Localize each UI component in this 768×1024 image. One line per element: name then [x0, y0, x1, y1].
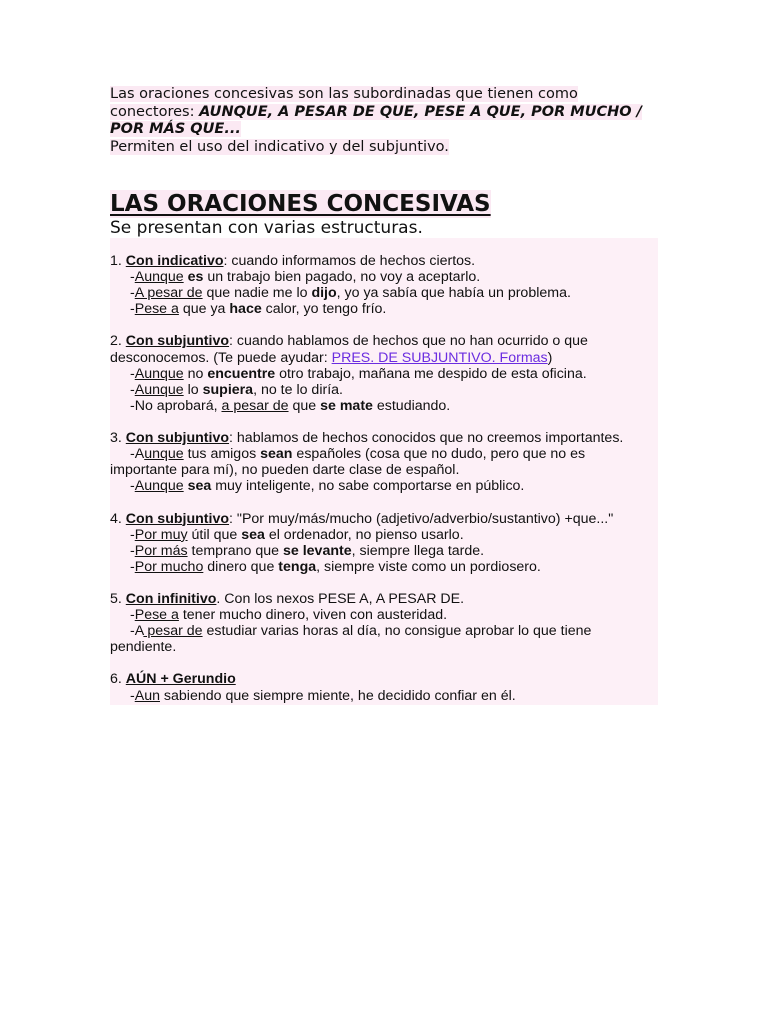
- section-title: Con indicativo: [125, 253, 224, 269]
- example-connector: Por más: [134, 542, 188, 559]
- example-dash: -: [130, 607, 135, 624]
- intro-text: [110, 86, 642, 137]
- example-text: estudiar varias horas al día, no consigue aprobar lo que tiene: [202, 623, 592, 640]
- example-text: , no te lo diría.: [253, 381, 343, 398]
- example-connector: Aunque: [134, 381, 184, 398]
- intro-connectors: AUNQUE, A PESAR DE QUE, PESE A QUE, POR MUCHO / POR MÁS QUE...: [110, 103, 642, 137]
- example-line: [110, 559, 658, 575]
- example-connector: Por mucho: [134, 558, 204, 575]
- example-text: otro trabajo, mañana me despido de esta oficina.: [275, 365, 587, 382]
- example-text: que: [288, 397, 321, 414]
- section-description: ): [547, 349, 553, 366]
- example-text: el ordenador, no pienso usarlo.: [264, 526, 464, 543]
- section-heading: [110, 430, 658, 446]
- example-text: útil que: [187, 526, 242, 543]
- example-text: muy inteligente, no sabe comportarse en público.: [211, 478, 525, 495]
- section-title: Con subjuntivo: [125, 510, 230, 527]
- section-number: 1.: [110, 253, 126, 269]
- section-title: Con subjuntivo: [125, 430, 230, 447]
- intro-prefix: Las oraciones concesivas son las subordinadas que tienen como conectores:: [110, 86, 578, 120]
- example-line: [110, 607, 658, 623]
- section-heading: [110, 591, 658, 607]
- section-description: : cuando hablamos de hechos que no han ocurrido o que: [229, 333, 588, 350]
- example-line: [110, 543, 658, 559]
- example-connector: a pesar de: [221, 397, 289, 414]
- example-text: sabiendo que siempre miente, he decidido confiar en él.: [159, 687, 516, 704]
- example-line: [110, 285, 658, 301]
- section-subjuntivo-por-muy: [110, 511, 658, 575]
- example-line: [110, 446, 658, 462]
- section-heading: [110, 333, 658, 349]
- intro-paragraph: [110, 86, 658, 156]
- example-line: [110, 382, 658, 398]
- example-verb: sean: [260, 446, 293, 463]
- example-text: temprano que: [187, 542, 283, 559]
- section-number: 3.: [110, 430, 126, 447]
- example-dash: -A: [130, 623, 144, 640]
- example-verb: hace: [229, 301, 262, 318]
- section-infinitivo: [110, 591, 658, 655]
- section-title: Con infinitivo: [125, 590, 217, 607]
- intro-usage-note: Permiten el uso del indicativo y del subjuntivo.: [110, 138, 449, 155]
- example-text: , siempre llega tarde.: [351, 542, 485, 559]
- example-line: [110, 688, 658, 704]
- example-continuation: pendiente.: [110, 639, 177, 656]
- example-text: dinero que: [203, 558, 279, 575]
- section-subjuntivo-conocidos: [110, 430, 658, 494]
- example-text: españoles (cosa que no dudo, pero que no es: [292, 446, 586, 463]
- example-text: que nadie me lo: [202, 285, 312, 302]
- example-line: [110, 623, 658, 639]
- example-dash: -: [130, 687, 135, 704]
- example-line: [110, 366, 658, 382]
- example-verb: sea: [187, 478, 212, 495]
- example-line: [110, 269, 658, 285]
- example-text: , siempre viste como un pordiosero.: [316, 558, 541, 575]
- example-line: [110, 398, 658, 414]
- example-dash: -: [130, 526, 135, 543]
- example-verb: supiera: [202, 381, 254, 398]
- section-description: : cuando informamos de hechos ciertos.: [223, 253, 476, 269]
- example-text: que ya: [178, 301, 230, 318]
- example-verb: es: [187, 269, 204, 286]
- example-dash: -No aprobará,: [130, 397, 222, 414]
- example-line: [110, 527, 658, 543]
- section-number: 6.: [110, 671, 126, 688]
- section-aun-gerundio: [110, 671, 658, 703]
- example-line: [110, 301, 658, 317]
- example-text: lo: [183, 381, 203, 398]
- section-number: 4.: [110, 510, 126, 527]
- example-connector: Aunque: [134, 365, 184, 382]
- section-number: 2.: [110, 333, 126, 350]
- page-subtitle: Se presentan con varias estructuras.: [110, 218, 423, 238]
- example-verb: dijo: [311, 285, 337, 302]
- example-text: no: [183, 365, 208, 382]
- example-text: un trabajo bien pagado, no voy a aceptarlo.: [203, 269, 481, 286]
- example-text: tus amigos: [183, 446, 261, 463]
- example-dash: -: [130, 365, 135, 382]
- example-connector: Pese a: [134, 301, 179, 318]
- example-dash: -: [130, 381, 135, 398]
- example-verb: sea: [241, 526, 265, 543]
- example-dash: -: [130, 478, 135, 495]
- example-text: calor, yo tengo frío.: [261, 301, 387, 318]
- structures-list: [110, 253, 658, 704]
- example-dash: -: [130, 542, 135, 559]
- section-heading: [110, 253, 658, 269]
- example-line: [110, 478, 658, 494]
- example-dash: -: [130, 301, 135, 318]
- section-description: : hablamos de hechos conocidos que no creemos importantes.: [229, 430, 624, 447]
- section-indicativo: [110, 253, 658, 317]
- example-connector: Aunque: [134, 478, 184, 495]
- example-verb: se levante: [283, 542, 352, 559]
- section-title: Con subjuntivo: [125, 333, 230, 350]
- section-heading: [110, 671, 658, 687]
- example-connector: unque: [144, 446, 184, 463]
- section-description: : "Por muy/más/mucho (adjetivo/adverbio/sustantivo) +que...": [229, 510, 614, 527]
- example-connector: Aunque: [134, 269, 184, 286]
- page-title: LAS ORACIONES CONCESIVAS: [110, 191, 491, 217]
- example-verb: se mate: [320, 397, 373, 414]
- subjuntivo-forms-link[interactable]: PRES. DE SUBJUNTIVO. Formas: [331, 349, 548, 366]
- section-description-cont: [110, 350, 658, 366]
- section-number: 5.: [110, 590, 126, 607]
- section-subjuntivo-hipotetico: [110, 333, 658, 413]
- example-text: estudiando.: [372, 397, 451, 414]
- section-title: AÚN + Gerundio: [125, 671, 236, 688]
- example-dash: -: [130, 269, 135, 286]
- example-connector: Aun: [134, 687, 160, 704]
- example-continuation: importante para mí), no pueden darte clase de español.: [110, 462, 460, 479]
- example-connector: Por muy: [134, 526, 188, 543]
- example-dash: -: [130, 285, 135, 302]
- example-verb: tenga: [278, 558, 317, 575]
- example-verb: encuentre: [207, 365, 276, 382]
- example-connector: A pesar de: [134, 285, 203, 302]
- example-connector: Pese a: [134, 607, 179, 624]
- section-description: . Con los nexos PESE A, A PESAR DE.: [216, 590, 465, 607]
- section-description: desconocemos. (Te puede ayudar:: [110, 349, 332, 366]
- example-text: , yo ya sabía que había un problema.: [336, 285, 571, 302]
- example-connector: pesar de: [143, 623, 203, 640]
- example-text: tener mucho dinero, viven con austeridad.: [178, 607, 448, 624]
- example-dash: -: [130, 558, 135, 575]
- section-heading: [110, 511, 658, 527]
- example-dash: -A: [130, 446, 145, 463]
